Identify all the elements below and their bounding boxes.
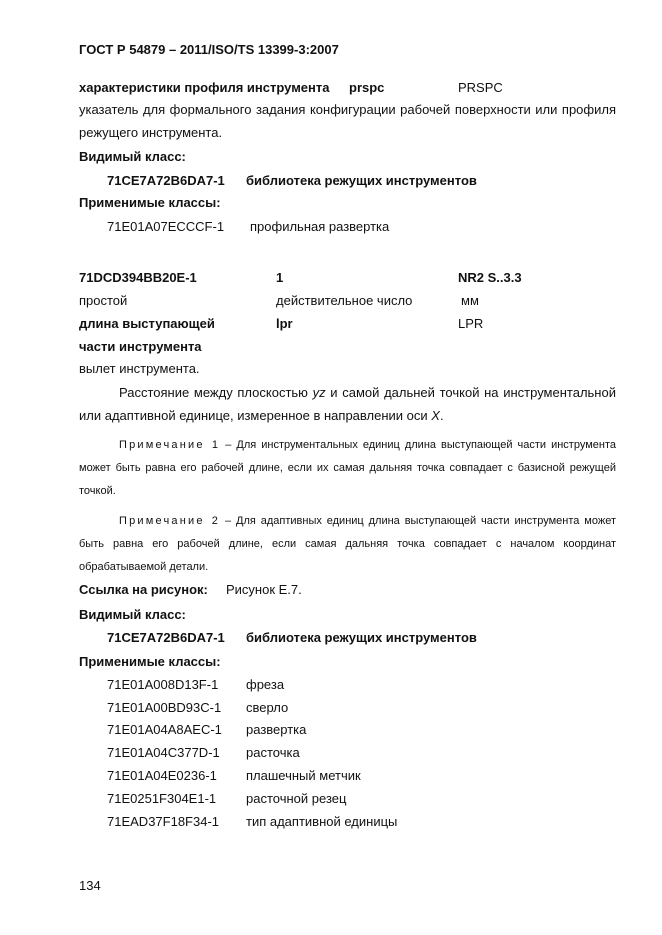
applicable-id: 71EAD37F18F34-1 — [107, 814, 220, 829]
note-1-text: – Для инструментальных единиц длина выступающей части инструмента может быть равна его рабочей длине, если их самая дальняя точка совпадает с базисной режущей точкой. — [79, 439, 616, 497]
entry1-code: PRSPC — [458, 80, 503, 95]
entry1-applicable-id: 71E01A07ECCCF-1 — [107, 219, 225, 234]
entry2-name-line2: части инструмента — [79, 339, 202, 354]
entry2-visible-class-name: библиотека режущих инструментов — [246, 630, 477, 645]
entry2-visible-class-id: 71CE7A72B6DA7-1 — [107, 630, 225, 645]
entry2-version: 1 — [276, 270, 284, 285]
applicable-id: 71E01A04E0236-1 — [107, 768, 217, 783]
note-2-label: Примечание 2 — [119, 515, 221, 527]
entry1-visible-class-id: 71CE7A72B6DA7-1 — [107, 173, 225, 188]
entry1-applicable-name: профильная развертка — [250, 219, 390, 234]
note-2-text: – Для адаптивных единиц длина выступающей части инструмента может быть равна его рабочей длине, если самая дальняя точка совпадает с началом координат обрабатываемой детали. — [79, 515, 616, 573]
entry2-type: простой — [79, 293, 128, 308]
figure-ref: Рисунок E.7. — [226, 582, 302, 597]
description-end: . — [439, 408, 444, 423]
note-1 — [79, 434, 616, 503]
page-number: 134 — [79, 878, 101, 893]
applicable-name: расточной резец — [246, 791, 347, 806]
entry2-id: 71DCD394BB20E-1 — [79, 270, 197, 285]
applicable-id: 71E01A00BD93C-1 — [107, 700, 222, 715]
note-1-label: Примечание 1 — [119, 439, 221, 451]
description-plane: yz — [312, 385, 326, 400]
entry1-applicable-label: Применимые классы: — [79, 195, 221, 210]
applicable-name: развертка — [246, 722, 307, 737]
entry2-unit: мм — [461, 293, 479, 308]
entry1-definition: указатель для формального задания конфигурации рабочей поверхности или профиля режущего инструмента. — [79, 102, 616, 140]
figure-ref-label: Ссылка на рисунок: — [79, 582, 208, 597]
entry1-symbol: prspc — [349, 80, 385, 95]
applicable-name: сверло — [246, 700, 289, 715]
entry1-visible-class-label: Видимый класс: — [79, 149, 186, 164]
entry2-applicable-label: Применимые классы: — [79, 654, 221, 669]
description-part1: Расстояние между плоскостью — [119, 385, 308, 400]
applicable-id: 71E01A04C377D-1 — [107, 745, 220, 760]
entry2-description — [79, 381, 616, 427]
entry2-name-line1: длина выступающей — [79, 316, 215, 331]
entry1-visible-class-name: библиотека режущих инструментов — [246, 173, 477, 188]
applicable-name: плашечный метчик — [246, 768, 361, 783]
applicable-id: 71E01A04A8AEC-1 — [107, 722, 222, 737]
page-header: ГОСТ Р 54879 – 2011/ISO/TS 13399-3:2007 — [79, 42, 339, 57]
entry1-name: характеристики профиля инструмента — [79, 80, 330, 95]
entry2-datatype: действительное число — [276, 293, 413, 308]
description-axis: X — [431, 408, 440, 423]
applicable-name: расточка — [246, 745, 300, 760]
entry2-code: LPR — [458, 316, 484, 331]
note-2 — [79, 510, 616, 579]
description-part2: и самой дальней точкой на инструментальной или адаптивной единице, измеренное в направлении оси — [79, 385, 616, 423]
applicable-name: тип адаптивной единицы — [246, 814, 398, 829]
applicable-id: 71E0251F304E1-1 — [107, 791, 217, 806]
entry2-visible-class-label: Видимый класс: — [79, 607, 186, 622]
entry2-symbol: lpr — [276, 316, 293, 331]
entry2-nr: NR2 S..3.3 — [458, 270, 522, 285]
entry2-short-def: вылет инструмента. — [79, 361, 200, 376]
applicable-id: 71E01A008D13F-1 — [107, 677, 219, 692]
applicable-name: фреза — [246, 677, 285, 692]
